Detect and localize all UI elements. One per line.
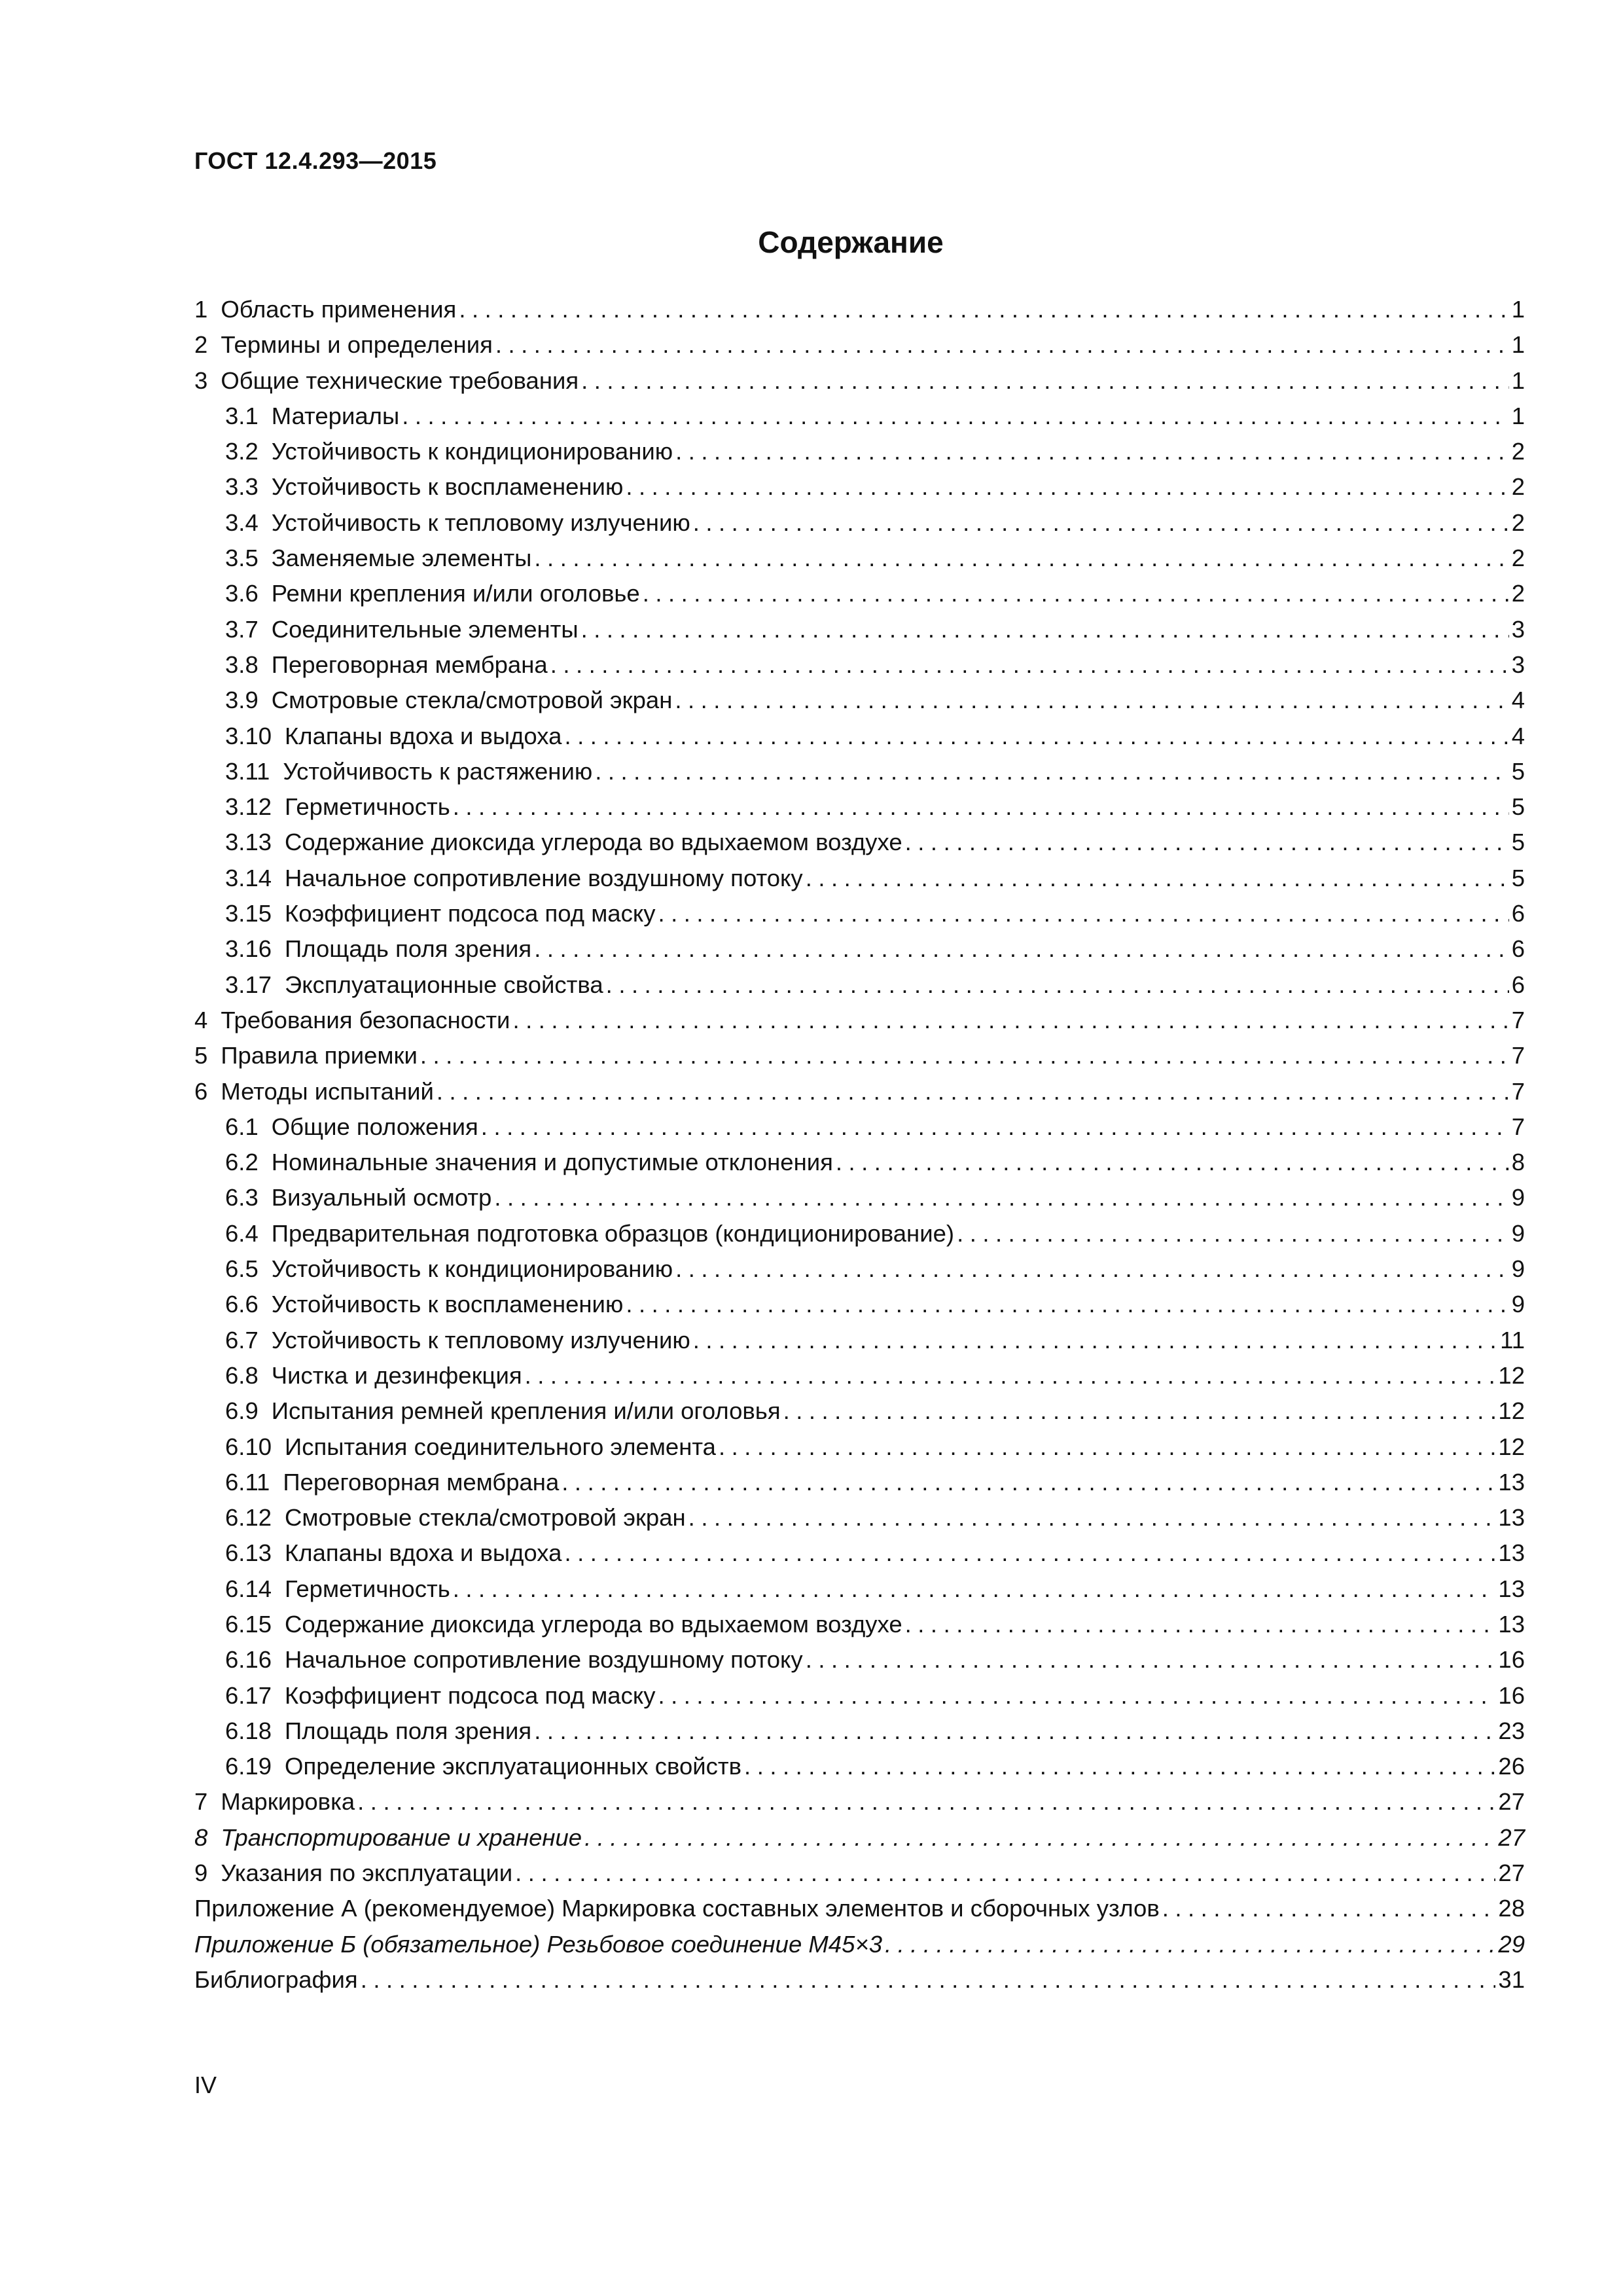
toc-entry-label: Общие технические требования (221, 367, 579, 394)
dot-leader (675, 438, 1509, 465)
toc-entry-page: 28 (1498, 1895, 1525, 1922)
toc-entry[interactable] (194, 829, 1525, 864)
toc-entry-page: 7 (1511, 1077, 1525, 1105)
toc-entry-number: 6.18 (225, 1717, 272, 1744)
toc-entry-number: 6.7 (225, 1326, 259, 1354)
toc-entry-number: 3.4 (225, 509, 259, 536)
toc-entry-number: 6.4 (225, 1219, 259, 1247)
toc-entry[interactable] (194, 1255, 1525, 1291)
dot-leader (495, 331, 1509, 359)
dot-leader (562, 1469, 1495, 1496)
toc-entry-label: Заменяемые элементы (271, 545, 532, 572)
toc-entry-label: Устойчивость к кондиционированию (271, 1255, 673, 1283)
toc-entry-label: Герметичность (285, 1575, 450, 1602)
toc-entry-label: Визуальный осмотр (271, 1184, 492, 1211)
toc-entry-number: 1 (194, 296, 208, 323)
toc-entry-label: Материалы (271, 402, 400, 429)
toc-entry-page: 9 (1511, 1219, 1525, 1247)
document-header: ГОСТ 12.4.293—2015 (194, 147, 437, 174)
dot-leader (658, 1682, 1495, 1710)
toc-entry-label: Предварительная подготовка образцов (кондиционирование) (271, 1219, 955, 1247)
toc-entry[interactable] (194, 1042, 1525, 1077)
toc-entry-label: Смотровые стекла/смотровой экран (285, 1504, 686, 1532)
toc-entry[interactable] (194, 1007, 1525, 1042)
toc-entry-number: 6.10 (225, 1433, 272, 1460)
toc-entry-page: 23 (1498, 1717, 1525, 1744)
toc-entry-number: 6.3 (225, 1184, 259, 1211)
dot-leader (693, 509, 1509, 537)
toc-entry-number: 6.5 (225, 1255, 259, 1283)
dot-leader (564, 723, 1508, 750)
dot-leader (643, 580, 1509, 607)
toc-entry-label: Эксплуатационные свойства (285, 971, 603, 998)
toc-entry[interactable] (194, 971, 1525, 1007)
dot-leader (885, 1931, 1495, 1958)
dot-leader (481, 1113, 1509, 1141)
toc-entry-label: Устойчивость к растяжению (283, 757, 593, 785)
toc-entry-number: 7 (194, 1788, 208, 1816)
toc-entry-label: Чистка и дезинфекция (271, 1361, 522, 1389)
toc-entry[interactable] (194, 1611, 1525, 1646)
dot-leader (550, 651, 1509, 679)
toc-entry-label: Переговорная мембрана (271, 651, 548, 678)
toc-entry-page: 29 (1498, 1930, 1525, 1958)
toc-entry-page: 13 (1498, 1575, 1525, 1602)
toc-entry[interactable] (194, 865, 1525, 900)
toc-entry-number: 6 (194, 1077, 208, 1105)
dot-leader (494, 1184, 1508, 1211)
dot-leader (525, 1362, 1496, 1390)
toc-entry[interactable] (194, 1717, 1525, 1753)
dot-leader (534, 545, 1508, 572)
page-number: IV (194, 2072, 217, 2098)
toc-entry-label: Содержание диоксида углерода во вдыхаемом воздухе (285, 1610, 902, 1638)
table-of-contents (194, 296, 1525, 2001)
toc-entry-number: 3.1 (225, 402, 259, 429)
toc-entry-page: 2 (1511, 580, 1525, 607)
toc-entry-number: 3.13 (225, 829, 272, 856)
toc-entry-page: 5 (1511, 793, 1525, 821)
toc-entry-number: 3.12 (225, 793, 272, 821)
toc-entry-number: 6.15 (225, 1610, 272, 1638)
toc-entry-label: Площадь поля зрения (285, 935, 532, 963)
toc-entry-label: Содержание диоксида углерода во вдыхаемом воздухе (285, 829, 902, 856)
toc-entry-number: 6.2 (225, 1149, 259, 1176)
toc-entry-page: 8 (1511, 1149, 1525, 1176)
toc-entry-page: 16 (1498, 1646, 1525, 1674)
dot-leader (836, 1149, 1509, 1176)
toc-entry[interactable] (194, 1504, 1525, 1539)
toc-entry-number: 3.15 (225, 900, 272, 927)
dot-leader (453, 1575, 1496, 1603)
toc-entry-label: Устойчивость к кондиционированию (271, 438, 673, 465)
toc-entry[interactable] (194, 1397, 1525, 1433)
toc-entry-label: Клапаны вдоха и выдоха (285, 722, 562, 749)
toc-entry[interactable] (194, 687, 1525, 722)
toc-entry-number: 6.11 (225, 1468, 270, 1496)
toc-entry[interactable] (194, 1859, 1525, 1895)
toc-entry-number: 3.11 (225, 757, 270, 785)
dot-leader (361, 1966, 1496, 1994)
page-title: Содержание (758, 225, 944, 259)
toc-entry-label: Общие положения (271, 1113, 478, 1140)
dot-leader (675, 1255, 1509, 1283)
toc-entry-number: 3.8 (225, 651, 259, 678)
toc-entry-label: Маркировка (221, 1788, 355, 1816)
toc-entry-label: Требования безопасности (221, 1006, 510, 1033)
dot-leader (688, 1504, 1496, 1532)
dot-leader (453, 793, 1509, 821)
toc-entry[interactable] (194, 1895, 1525, 1930)
toc-entry-page: 7 (1511, 1006, 1525, 1033)
toc-entry[interactable] (194, 1966, 1525, 2001)
dot-leader (437, 1078, 1509, 1105)
toc-entry-number: 4 (194, 1006, 208, 1033)
toc-entry-number: 6.12 (225, 1504, 272, 1532)
toc-entry-label: Герметичность (285, 793, 450, 821)
toc-entry[interactable] (194, 723, 1525, 758)
toc-entry-label: Ремни крепления и/или оголовье (271, 580, 640, 607)
toc-entry-page: 3 (1511, 651, 1525, 678)
toc-entry-number: 3.17 (225, 971, 272, 998)
toc-entry-page: 4 (1511, 722, 1525, 749)
toc-entry-page: 13 (1498, 1468, 1525, 1496)
toc-entry[interactable] (194, 1078, 1525, 1113)
dot-leader (905, 829, 1509, 856)
toc-entry-number: 6.9 (225, 1397, 259, 1425)
toc-entry-label: Начальное сопротивление воздушному потоку (285, 864, 803, 891)
toc-entry[interactable] (194, 367, 1525, 403)
toc-entry-page: 11 (1500, 1326, 1525, 1354)
dot-leader (512, 1007, 1508, 1034)
toc-entry-page: 27 (1498, 1859, 1525, 1887)
toc-entry-label: Определение эксплуатационных свойств (285, 1753, 742, 1780)
toc-entry-page: 7 (1511, 1042, 1525, 1069)
toc-entry-page: 27 (1498, 1788, 1525, 1816)
toc-entry[interactable] (194, 900, 1525, 935)
toc-entry-page: 6 (1511, 900, 1525, 927)
dot-leader (693, 1327, 1497, 1354)
toc-entry-number: 6.8 (225, 1361, 259, 1389)
dot-leader (420, 1042, 1509, 1069)
toc-entry-number: 6.17 (225, 1681, 272, 1709)
toc-entry-number: 3 (194, 367, 208, 394)
dot-leader (606, 971, 1509, 999)
toc-entry[interactable] (194, 1753, 1525, 1788)
toc-entry-number: 6.14 (225, 1575, 272, 1602)
toc-entry-page: 12 (1498, 1361, 1525, 1389)
toc-entry[interactable] (194, 1184, 1525, 1219)
dot-leader (783, 1397, 1496, 1425)
toc-entry-page: 12 (1498, 1397, 1525, 1425)
toc-entry[interactable] (194, 331, 1525, 367)
dot-leader (626, 473, 1508, 501)
dot-leader (905, 1611, 1496, 1638)
dot-leader (357, 1788, 1495, 1816)
toc-entry[interactable] (194, 1433, 1525, 1469)
toc-entry-number: 6.19 (225, 1753, 272, 1780)
toc-entry[interactable] (194, 473, 1525, 509)
toc-entry-number: 3.9 (225, 687, 259, 714)
toc-entry-label: Приложение А (рекомендуемое) Маркировка составных элементов и сборочных узлов (194, 1895, 1160, 1922)
toc-entry[interactable] (194, 793, 1525, 829)
toc-entry[interactable] (194, 935, 1525, 971)
dot-leader (581, 367, 1509, 395)
dot-leader (584, 1824, 1495, 1852)
toc-entry-label: Смотровые стекла/смотровой экран (271, 687, 673, 714)
toc-entry[interactable] (194, 1646, 1525, 1681)
toc-entry-page: 2 (1511, 438, 1525, 465)
toc-entry[interactable] (194, 1291, 1525, 1326)
toc-entry-page: 3 (1511, 615, 1525, 643)
toc-entry-label: Клапаны вдоха и выдоха (285, 1539, 562, 1567)
toc-entry-number: 5 (194, 1042, 208, 1069)
dot-leader (675, 687, 1508, 714)
toc-entry-label: Устойчивость к тепловому излучению (271, 509, 690, 536)
toc-entry-label: Коэффициент подсоса под маску (285, 1681, 656, 1709)
toc-entry[interactable] (194, 580, 1525, 615)
toc-entry-page: 5 (1511, 829, 1525, 856)
toc-entry[interactable] (194, 403, 1525, 438)
dot-leader (626, 1291, 1508, 1318)
toc-entry-label: Устойчивость к воспламенению (271, 1291, 624, 1318)
toc-entry-page: 9 (1511, 1184, 1525, 1211)
toc-entry-page: 5 (1511, 757, 1525, 785)
dot-leader (744, 1753, 1495, 1780)
dot-leader (564, 1539, 1495, 1567)
toc-entry-page: 16 (1498, 1681, 1525, 1709)
toc-entry-number: 3.10 (225, 722, 272, 749)
toc-entry-number: 3.5 (225, 545, 259, 572)
toc-entry[interactable] (194, 1220, 1525, 1255)
toc-entry-label: Библиография (194, 1965, 358, 1993)
toc-entry-label: Испытания ремней крепления и/или оголовья (271, 1397, 781, 1425)
toc-entry[interactable] (194, 1469, 1525, 1504)
toc-entry-number: 3.14 (225, 864, 272, 891)
toc-entry-page: 6 (1511, 971, 1525, 998)
dot-leader (534, 1717, 1495, 1745)
toc-entry-label: Начальное сопротивление воздушному потоку (285, 1646, 803, 1674)
toc-entry-page: 9 (1511, 1255, 1525, 1283)
toc-entry-number: 3.2 (225, 438, 259, 465)
toc-entry-page: 1 (1511, 367, 1525, 394)
toc-entry-label: Переговорная мембрана (283, 1468, 560, 1496)
toc-entry-label: Указания по эксплуатации (221, 1859, 513, 1887)
toc-entry[interactable] (194, 296, 1525, 331)
dot-leader (1162, 1895, 1496, 1922)
toc-entry-number: 3.7 (225, 615, 259, 643)
toc-entry-label: Приложение Б (обязательное) Резьбовое соединение М45×3 (194, 1930, 882, 1958)
toc-entry-page: 4 (1511, 687, 1525, 714)
dot-leader (806, 1646, 1496, 1674)
toc-entry-page: 13 (1498, 1610, 1525, 1638)
dot-leader (534, 935, 1509, 963)
toc-entry-label: Транспортирование и хранение (221, 1823, 582, 1851)
dot-leader (595, 758, 1508, 785)
dot-leader (459, 296, 1508, 323)
toc-entry-page: 2 (1511, 509, 1525, 536)
dot-leader (402, 403, 1508, 430)
toc-entry-number: 6.1 (225, 1113, 259, 1140)
toc-entry-page: 13 (1498, 1539, 1525, 1567)
toc-entry-page: 12 (1498, 1433, 1525, 1460)
toc-entry-label: Устойчивость к тепловому излучению (271, 1326, 690, 1354)
toc-entry-page: 13 (1498, 1504, 1525, 1532)
dot-leader (806, 865, 1509, 892)
toc-entry-page: 7 (1511, 1113, 1525, 1140)
toc-entry-page: 1 (1511, 296, 1525, 323)
toc-entry[interactable] (194, 1149, 1525, 1184)
toc-entry-label: Методы испытаний (221, 1077, 434, 1105)
toc-entry-page: 9 (1511, 1291, 1525, 1318)
toc-entry-page: 2 (1511, 545, 1525, 572)
toc-entry-page: 31 (1498, 1965, 1525, 1993)
toc-entry[interactable] (194, 509, 1525, 545)
toc-entry[interactable] (194, 545, 1525, 580)
toc-entry-page: 1 (1511, 331, 1525, 359)
toc-entry[interactable] (194, 1824, 1525, 1859)
dot-leader (515, 1859, 1495, 1887)
toc-entry-label: Правила приемки (221, 1042, 418, 1069)
toc-entry-label: Термины и определения (221, 331, 493, 359)
dot-leader (719, 1433, 1495, 1461)
toc-entry-number: 2 (194, 331, 208, 359)
toc-entry[interactable] (194, 1575, 1525, 1611)
toc-entry[interactable] (194, 1327, 1525, 1362)
toc-entry-page: 5 (1511, 864, 1525, 891)
dot-leader (581, 616, 1509, 643)
toc-entry-page: 1 (1511, 402, 1525, 429)
toc-entry-number: 9 (194, 1859, 208, 1887)
toc-entry-number: 3.3 (225, 473, 259, 501)
toc-entry-page: 27 (1498, 1823, 1525, 1851)
toc-entry[interactable] (194, 438, 1525, 473)
toc-entry[interactable] (194, 1362, 1525, 1397)
toc-entry-number: 6.6 (225, 1291, 259, 1318)
toc-entry-label: Область применения (221, 296, 457, 323)
toc-entry[interactable] (194, 1931, 1525, 1966)
toc-entry[interactable] (194, 1682, 1525, 1717)
toc-entry[interactable] (194, 651, 1525, 687)
toc-entry[interactable] (194, 616, 1525, 651)
dot-leader (957, 1220, 1509, 1247)
toc-entry-label: Площадь поля зрения (285, 1717, 532, 1744)
toc-entry-label: Устойчивость к воспламенению (271, 473, 624, 501)
toc-entry-number: 8 (194, 1823, 208, 1851)
toc-entry[interactable] (194, 1113, 1525, 1149)
toc-entry-label: Испытания соединительного элемента (285, 1433, 716, 1460)
dot-leader (658, 900, 1508, 927)
toc-entry-number: 6.16 (225, 1646, 272, 1674)
toc-entry-label: Номинальные значения и допустимые отклонения (271, 1149, 833, 1176)
toc-entry-page: 26 (1498, 1753, 1525, 1780)
toc-entry-number: 6.13 (225, 1539, 272, 1567)
toc-entry-number: 3.6 (225, 580, 259, 607)
toc-entry[interactable] (194, 758, 1525, 793)
toc-entry[interactable] (194, 1788, 1525, 1823)
toc-entry[interactable] (194, 1539, 1525, 1575)
toc-entry-number: 3.16 (225, 935, 272, 963)
toc-entry-label: Соединительные элементы (271, 615, 579, 643)
toc-entry-page: 2 (1511, 473, 1525, 501)
toc-entry-label: Коэффициент подсоса под маску (285, 900, 656, 927)
toc-entry-page: 6 (1511, 935, 1525, 963)
